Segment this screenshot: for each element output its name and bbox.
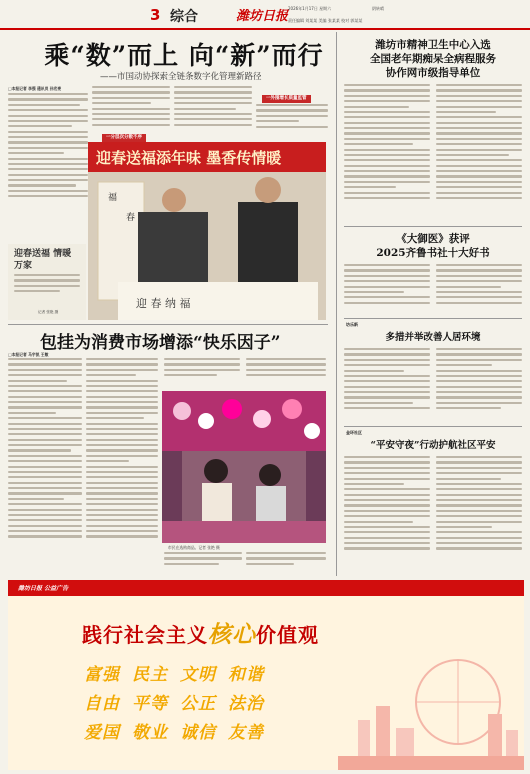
right-story2-title-line1: 《大御医》获评 <box>396 233 470 245</box>
shopping-scene <box>162 391 326 543</box>
banner-title-a: 践行社会主义 <box>82 623 208 647</box>
value-word: 民主 <box>132 665 168 685</box>
banner-header-text: 潍坊日报 公益广告 <box>18 585 69 592</box>
page-header <box>0 0 530 30</box>
story2-text-col1 <box>8 358 82 576</box>
lead-text-col4 <box>256 104 328 140</box>
right-story2-text-col2 <box>436 264 522 316</box>
right-story1-title-line1: 潍坊市精神卫生中心入选 <box>375 39 491 51</box>
shopping-photo <box>162 391 326 543</box>
values-row-1 <box>84 660 344 685</box>
story2-text-col3-bottom <box>164 552 242 576</box>
value-word: 自由 <box>84 694 120 714</box>
banner-title-b: 价值观 <box>256 623 319 647</box>
right-section-tag-2: 金环社区 <box>346 430 362 435</box>
story2-text-col4-bottom <box>246 552 326 576</box>
public-service-banner <box>8 580 524 770</box>
section-name: 综合 <box>170 9 198 25</box>
svg-text:福: 福 <box>108 193 118 203</box>
story2-headline: 包挂为消费市场增添“快乐因子” <box>40 333 281 353</box>
value-word: 富强 <box>84 665 120 685</box>
page-number: 3 <box>150 6 161 24</box>
editor-credits: 责任编辑 刘某某 美编 张某某 校对 郭某某 <box>288 18 363 23</box>
calligraphy-scene <box>88 142 326 320</box>
photo-banner-text: 迎春送福添年味 墨香传情暖 <box>96 149 282 167</box>
right-story3-text-col1 <box>344 348 430 424</box>
svg-text:迎 春 纳 福: 迎 春 纳 福 <box>136 297 191 310</box>
lead-text-col2 <box>92 86 170 132</box>
value-word: 平等 <box>132 694 168 714</box>
right-story4-text-col1 <box>344 456 430 574</box>
banner-header-bar <box>8 580 524 596</box>
value-word: 和谐 <box>228 665 264 685</box>
lead-byline: □本报记者 李强 通讯员 孙宏亮 <box>8 86 62 91</box>
lead-subhead-0: 一外围增长质量监管 <box>262 95 311 103</box>
shopping-photo-caption: 市民在选购商品。记者 张艳 摄 <box>168 545 220 550</box>
story2-text-col4-top <box>246 358 326 388</box>
value-word: 文明 <box>180 665 216 685</box>
column-divider <box>336 32 337 576</box>
photo-caption-box <box>8 244 86 320</box>
right-divider-2 <box>344 318 522 319</box>
right-divider-1 <box>344 226 522 227</box>
svg-text:春: 春 <box>126 213 136 223</box>
right-story2-title-line2: 2025齐鲁书社十大好书 <box>376 247 490 259</box>
right-divider-3 <box>344 426 522 427</box>
issue-date: 2026年1月17日 星期六 <box>288 6 332 11</box>
right-story4-text-col2 <box>436 456 522 574</box>
city-skyline-graphic <box>338 636 524 770</box>
right-story1-headline <box>344 38 522 80</box>
right-story1-text-col2 <box>436 84 522 224</box>
lead-subheadline: ——市国动协探索全链条数字化管理新路径 <box>100 72 262 82</box>
values-row-3 <box>84 718 344 743</box>
value-word: 爱国 <box>84 723 120 743</box>
banner-title <box>82 616 319 649</box>
right-section-tag-1: 坊乐新 <box>346 322 358 327</box>
story2-byline: □本报记者 马宇凯 王敏 <box>8 352 49 357</box>
story2-text-col2 <box>86 358 158 576</box>
photo-caption-title: 迎春送福 情暖万家 <box>14 249 72 271</box>
right-story1-title-line2: 全国老年期痴呆全病程服务 <box>370 53 496 65</box>
lead-subhead-1: 一分层次分散不序 <box>102 134 146 142</box>
value-word: 敬业 <box>132 723 168 743</box>
value-word: 诚信 <box>180 723 216 743</box>
core-values-grid <box>84 660 344 747</box>
lead-text-col3 <box>174 86 252 132</box>
story2-text-col3-top <box>164 358 240 388</box>
calligraphy-photo <box>88 142 326 320</box>
banner-title-key: 核心 <box>208 621 256 648</box>
divider <box>8 324 328 325</box>
header-rule <box>0 28 530 30</box>
right-story2-text-col1 <box>344 264 430 316</box>
photo-caption-credit: 记者 张艳 摄 <box>38 310 59 314</box>
weather-note: 阴转晴 <box>372 6 384 11</box>
values-row-2 <box>84 689 344 714</box>
right-story3-text-col2 <box>436 348 522 424</box>
right-story2-headline <box>344 232 522 260</box>
lead-text-col1 <box>8 93 88 243</box>
value-word: 公正 <box>180 694 216 714</box>
value-word: 友善 <box>228 723 264 743</box>
right-story3-headline: 多措并举改善人居环境 <box>385 332 481 343</box>
newspaper-logo: 潍坊日报 <box>236 9 289 24</box>
right-story1-text-col1 <box>344 84 430 224</box>
lead-headline: 乘“数”而上 向“新”而行 <box>44 41 324 70</box>
right-story4-headline: “平安守夜”行动护航社区平安 <box>370 440 496 451</box>
right-story1-title-line3: 协作网市级指导单位 <box>385 67 481 79</box>
value-word: 法治 <box>228 694 264 714</box>
photo-caption-text <box>14 274 80 308</box>
